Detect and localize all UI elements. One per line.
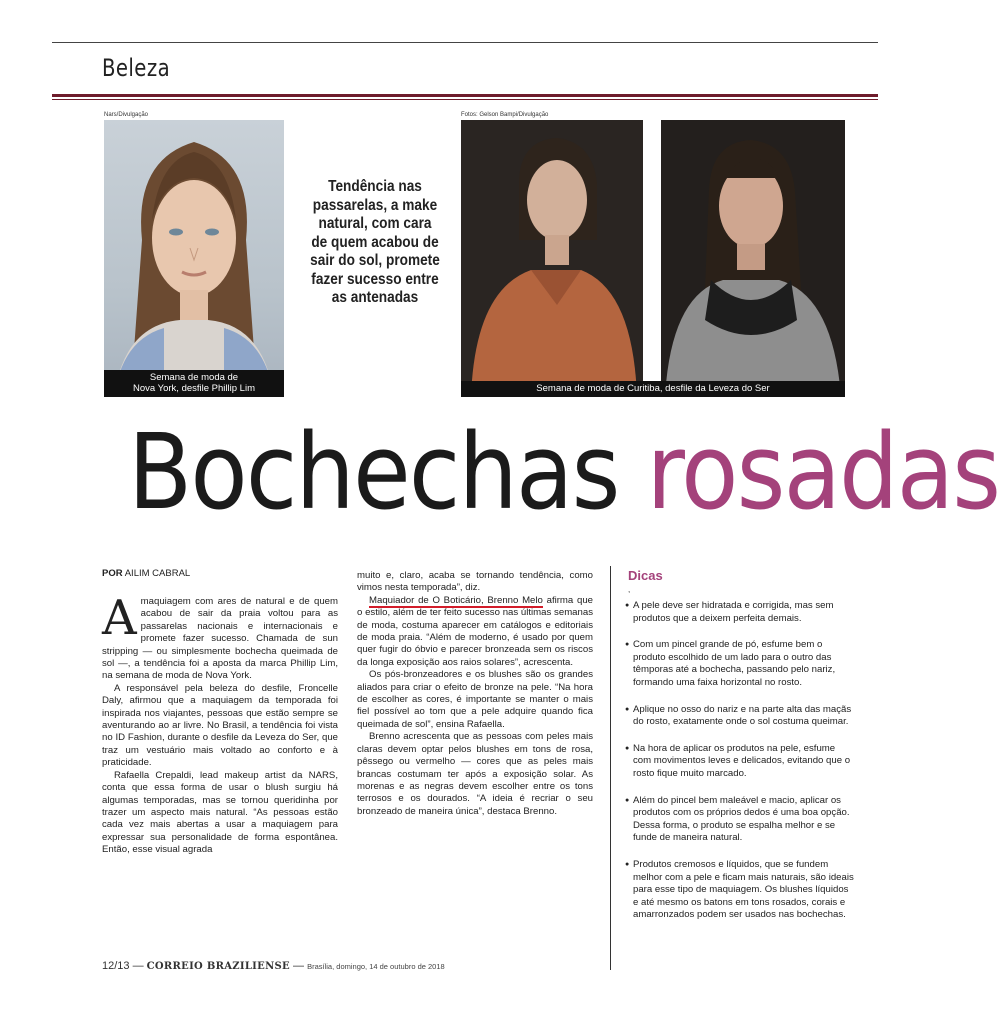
photo-nova-york (104, 120, 284, 397)
dicas-item: ● A pele deve ser hidratada e corrigida, mas sem produtos que a deixem perfeita demais. (625, 600, 855, 625)
caption-nova-york: Semana de moda de Nova York, desfile Phillip Lim (104, 370, 284, 397)
dicas-item: ● Produtos cremosos e líquidos, que se fundem melhor com a pele e ficam mais naturais, são ideais para esse tipo de maquiagem. Os blushes líquidos e até mesmo os batons em tons rosados, corais e amarronzados podem ser usados nas bochechas. (625, 859, 855, 922)
page-numbers: 12/13 (102, 960, 130, 972)
article-column-1 (102, 590, 338, 857)
issue-date: Brasília, domingo, 14 de outubro de 2018 (307, 962, 445, 971)
article-paragraph-7: Brenno acrescenta que as pessoas com peles mais claras devem optar pelos blushes em tons de rosa, pêssego ou vermelho — cores que as peles mais brancas costumam ter após a exposição solar. As morenas e as negras devem escolher entre os tons terrosos e os dourados. “A ideia é recriar o seu bronzeado de maneira única”, destaca Brenno. (357, 731, 593, 817)
pull-quote: Tendência nas passarelas, a make natural, com cara de quem acabou de sair do sol, promete fazer sucesso entre as antenadas (310, 178, 440, 306)
drop-cap: A (102, 590, 137, 646)
article-paragraph-1: Amaquiagem com ares de natural e de quem acabou de sair da praia voltou para as passarelas nacionais e internacionais e promete fazer sucesso. Chamada de sun stripping — ou simplesmente bochecha queimada de sol —, a tendência foi a aposta da marca Phillip Lim, na semana de moda de Nova York. (102, 590, 338, 682)
article-column-2 (357, 570, 593, 818)
byline-label: POR (102, 568, 123, 579)
dicas-mark: , (628, 585, 631, 594)
section-title: Beleza (102, 54, 171, 82)
section-rule-thin (52, 99, 878, 100)
section-rule-thick (52, 94, 878, 97)
article-paragraph-5: Maquiador de O Boticário, Brenno Melo afirma que o estilo, além de ter feito sucesso nas últimas semanas de moda, costuma aparecer em catálogos e editoriais de moda praia. “Além de moderno, é usado por quem quer fugir do óbvio e parecer bronzeada sem os riscos da longa exposição aos raios solares”, acrescenta. (357, 594, 594, 668)
dicas-item: ● Com um pincel grande de pó, esfume bem o produto escolhido de um lado para o outro das têmporas até a bochecha, passando pelo nariz, formando uma faixa horizontal no rosto. (625, 639, 855, 689)
photo-credit-left: Nars/Divulgação (104, 112, 149, 118)
dicas-item: ● Na hora de aplicar os produtos na pele, esfume com movimentos leves e delicados, evitando que o rosto fique muito marcado. (625, 743, 855, 781)
article-paragraph-3: Rafaella Crepaldi, lead makeup artist da NARS, conta que essa forma de usar o blush surgiu há algumas temporadas, mas se tornou queridinha por trazer um aspecto mais natural. “As pessoas estão cada vez mais abertas a usar a maquiagem para expressar sua personalidade de forma espontânea. Então, esse visual agrada (102, 769, 338, 856)
highlighted-quote-source: Maquiador de O Boticário, Brenno Melo (369, 594, 543, 606)
page-footer: 12/13 — CORREIO BRAZILIENSE — Brasília, domingo, 14 de outubro de 2018 (102, 960, 445, 972)
article-paragraph-2: A responsável pela beleza do desfile, Froncelle Daly, afirmou que a maquiagem da temporada foi inspirada nos viajantes, pessoas que estão sempre se aventurando ao ar livre. No Brasil, a tendência foi vista no ID Fashion, durante o desfile da Leveza do Ser, que traz um vestuário mais voltado ao conforto e à praticidade. (102, 682, 338, 769)
dicas-item: ● Aplique no osso do nariz e na parte alta das maçãs do rosto, exatamente onde o sol costuma queimar. (625, 704, 855, 729)
headline-part1: Bochechas (128, 411, 619, 533)
top-divider (52, 42, 878, 43)
caption-curitiba: Semana de moda de Curitiba, desfile da Leveza do Ser (461, 381, 845, 397)
headline (128, 411, 999, 533)
photo-credit-right: Fotos: Gelson Bampi/Divulgação (461, 112, 549, 118)
sidebar-divider (610, 566, 611, 970)
dicas-list (625, 600, 855, 936)
article-paragraph-4: muito e, claro, acaba se tornando tendência, como vimos nesta temporada”, diz. (357, 570, 593, 594)
article-paragraph-6: Os pós-bronzeadores e os blushes são os grandes aliados para criar o efeito de bronze na pele. “Na hora de escolher as cores, é importante se manter o mais fiel possível ao tom que a pele adquire quando fica queimada de sol”, ensina Rafaella. (357, 669, 593, 730)
photo-curitiba (461, 120, 845, 397)
byline (102, 568, 190, 579)
headline-part2: rosadas (646, 411, 999, 533)
dicas-item: ● Além do pincel bem maleável e macio, aplicar os produtos com os próprios dedos é uma boa opção. Dessa forma, o produto se espalha melhor e se funde de maneira natural. (625, 795, 855, 845)
model-portraits-right (461, 120, 845, 397)
newspaper-brand: CORREIO BRAZILIENSE (146, 961, 290, 972)
byline-author: AILIM CABRAL (124, 568, 191, 579)
dicas-title: Dicas (628, 568, 663, 583)
model-portrait-left (104, 120, 284, 397)
